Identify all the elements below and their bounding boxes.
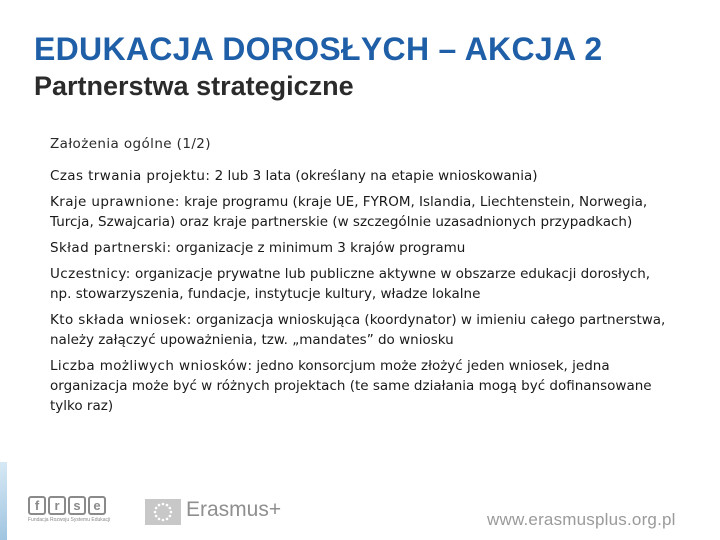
item-text: kraje programu (kraje UE, FYROM, Islandia, Liechtenstein, Norwegia, Turcja, Szwajcaria) oraz kraje partnerskie (w szczególnie uzasadnionych przypadkach) (50, 194, 648, 230)
frse-letter: s (68, 496, 86, 515)
item-text: organizacje prywatne lub publiczne aktywne w obszarze edukacji dorosłych, np. stowarzyszenia, fundacje, instytucje kultury, władze lokalne (50, 266, 651, 302)
section-heading: Założenia ogólne (1/2) (50, 136, 211, 152)
frse-logo (28, 496, 110, 528)
item-label: Uczestnicy: (50, 266, 131, 282)
website-url: www.erasmusplus.org.pl (487, 510, 676, 529)
frse-logo-letters (28, 496, 110, 515)
item-label: Czas trwania projektu: (50, 168, 211, 184)
item-label: Kraje uprawnione: (50, 194, 180, 210)
item-label: Liczba możliwych wniosków (50, 358, 248, 374)
item-partnership-composition (50, 238, 670, 258)
decorative-side-bar (0, 462, 7, 540)
item-number-of-applications (50, 356, 670, 416)
frse-letter: r (48, 496, 66, 515)
slide-body (50, 134, 670, 422)
item-text: organizacje z minimum 3 krajów programu (171, 240, 466, 256)
item-label: Skład partnerski: (50, 240, 172, 256)
erasmus-plus-logo: Erasmus+ (186, 498, 282, 521)
frse-caption: Fundacja Rozwoju Systemu Edukacji (28, 517, 111, 523)
frse-letter: e (88, 496, 106, 515)
item-applicant (50, 310, 670, 350)
item-eligible-countries (50, 192, 670, 232)
item-label: Kto składa wniosek: (50, 312, 192, 328)
eu-flag-icon (145, 499, 181, 525)
item-duration (50, 166, 670, 186)
slide-subtitle: Partnerstwa strategiczne (34, 71, 354, 101)
item-text: 2 lub 3 lata (określany na etapie wnioskowania) (210, 168, 538, 184)
item-text: : jedno konsorcjum może złożyć jeden wniosek, jedna organizacja może być w różnych projektach (te same działania mogą być dofinansowane tylko raz) (50, 358, 652, 414)
slide-title: EDUKACJA DOROSŁYCH – AKCJA 2 (34, 31, 603, 67)
item-text: organizacja wnioskująca (koordynator) w imieniu całego partnerstwa, należy załączyć upoważnienia, tzw. „mandates” do wniosku (50, 312, 666, 348)
item-participants (50, 264, 670, 304)
frse-letter: f (28, 496, 46, 515)
